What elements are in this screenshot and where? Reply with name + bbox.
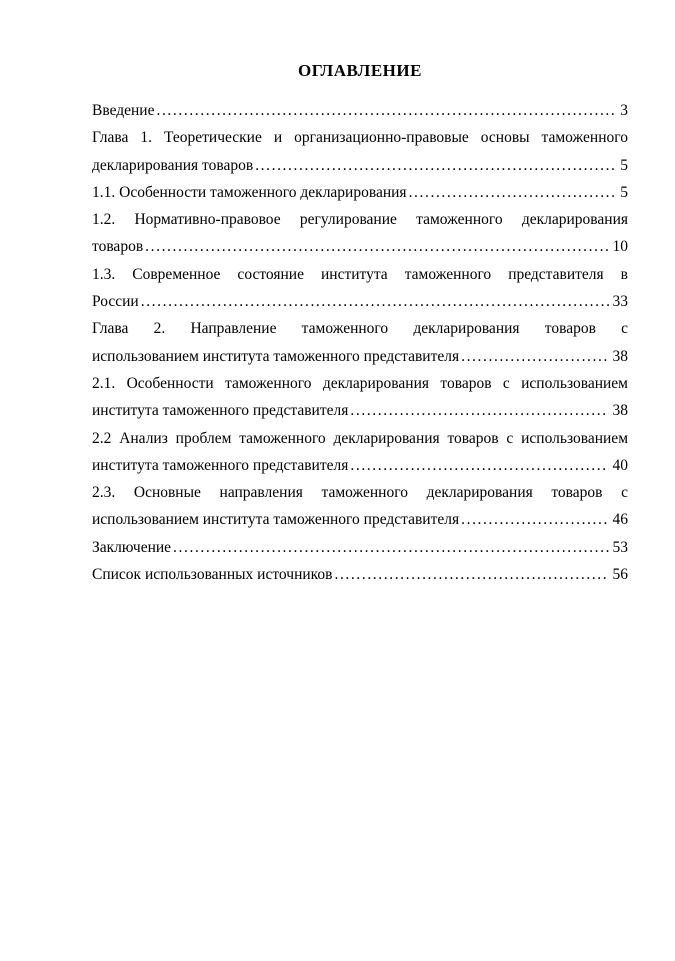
toc-page-number: 53 [612,538,628,556]
toc-entry-line [92,233,628,260]
toc-entry-line [92,561,628,588]
toc-entry-text: Список использованных источников [92,566,333,584]
toc-page-number: 40 [612,456,628,474]
dot-leader [255,152,616,179]
toc-entry-line [92,452,628,479]
toc-entry-text: института таможенного представителя [92,456,349,474]
toc-page-number: 38 [612,347,628,365]
toc-page-number: 38 [612,402,628,420]
toc-page-number: 33 [612,293,628,311]
toc-entry-text: 1.1. Особенности таможенного декларирования [92,183,407,201]
toc-entry-text: России [92,293,139,311]
dot-leader [334,561,608,588]
toc-entry-text: Введение [92,102,155,119]
toc-entry-text: 2.3. Основные направления таможенного декларирования товаров с [92,484,628,502]
dot-leader [145,233,608,260]
page-title: ОГЛАВЛЕНИЕ [298,61,422,80]
toc-entry-line [92,152,628,179]
toc-entry-line [92,179,628,206]
toc-entry [92,315,628,370]
dot-leader [409,179,617,206]
toc-page-number: 10 [612,238,628,256]
toc-entry-text: Глава 2. Направление таможенного декларирования товаров с [92,320,628,338]
toc-entry-line [92,534,628,561]
toc-entry [92,425,628,480]
toc-page-number: 5 [620,183,628,201]
toc-entry-text: 1.3. Современное состояние института таможенного представителя в [92,265,628,283]
toc-entry-line [92,506,628,533]
toc-entry-text: 1.2. Нормативно-правовое регулирование таможенного декларирования [92,211,628,229]
toc-entry [92,97,628,124]
toc-entry-text: использованием института таможенного представителя [92,347,460,365]
toc-entry-text: Глава 1. Теоретические и организационно-правовые основы таможенного [92,129,628,147]
toc-entry [92,534,628,561]
toc-page-number: 46 [612,511,628,529]
toc-page-number: 5 [620,156,628,174]
dot-leader [173,534,608,561]
toc-entry-line [92,97,628,124]
toc-entry [92,179,628,206]
toc-entry-text: декларирования товаров [92,156,254,174]
dot-leader [461,343,608,370]
toc-entry-text: товаров [92,238,144,256]
toc-entry [92,370,628,425]
toc-list [92,97,628,588]
dot-leader [156,97,616,124]
toc-entry-text: 2.2 Анализ проблем таможенного декларирования товаров с использованием [92,429,628,447]
dot-leader [350,397,608,424]
toc-entry [92,261,628,316]
toc-entry [92,206,628,261]
toc-entry-text: института таможенного представителя [92,402,349,420]
toc-entry [92,561,628,588]
toc-entry-line [92,288,628,315]
toc-entry-text: 2.1. Особенности таможенного декларирования товаров с использованием [92,374,628,392]
toc-entry [92,124,628,179]
toc-entry [92,479,628,534]
toc-page-number: 3 [620,102,628,119]
toc-entry-text: использованием института таможенного представителя [92,511,460,529]
toc-entry-line [92,343,628,370]
dot-leader [350,452,608,479]
dot-leader [141,288,609,315]
toc-entry-line [92,397,628,424]
dot-leader [461,506,608,533]
toc-entry-text: Заключение [92,538,172,556]
toc-page-number: 56 [612,566,628,584]
